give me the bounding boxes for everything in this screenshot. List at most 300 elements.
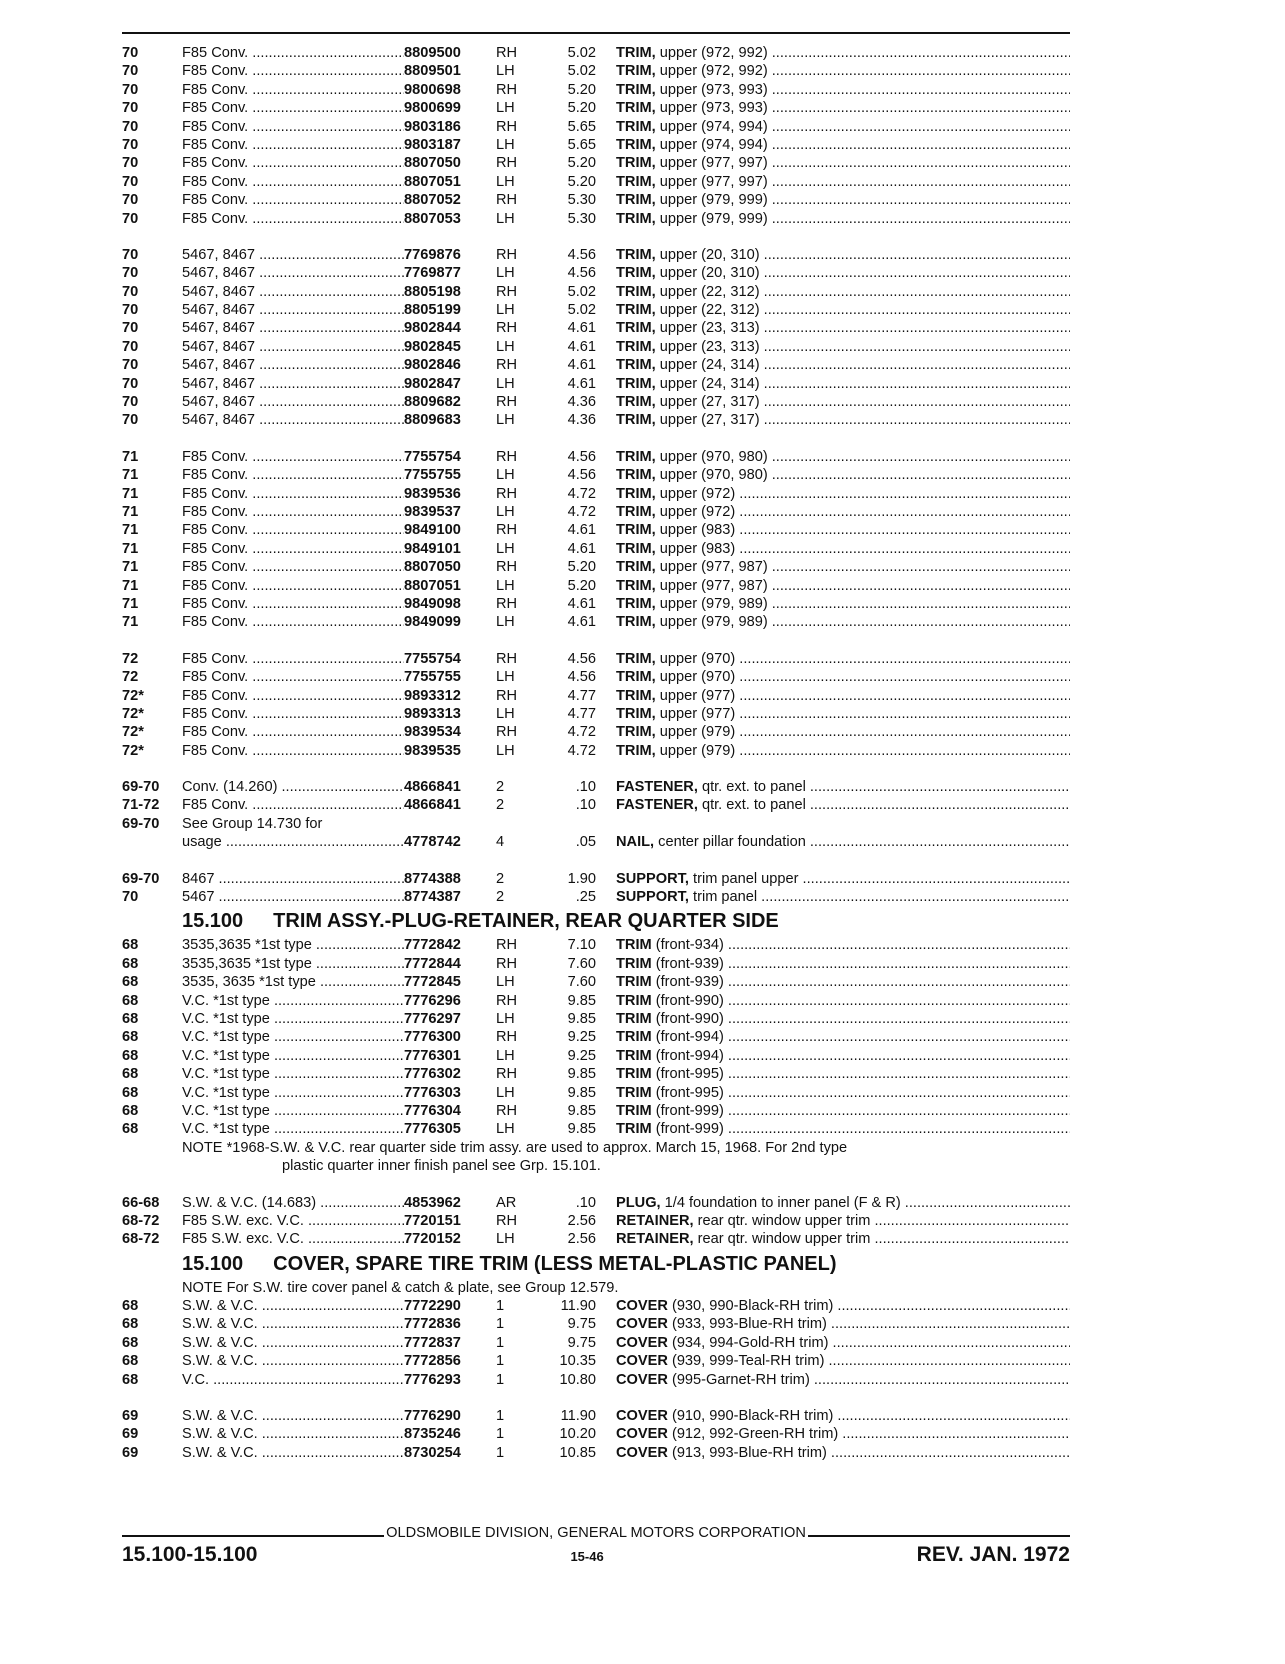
description-head: TRIM, bbox=[616, 100, 656, 117]
description-text: upper (974, 994) bbox=[655, 118, 768, 135]
quantity-cell: RH bbox=[496, 1029, 518, 1046]
year-cell: 68 bbox=[122, 937, 139, 954]
description-text: (910, 990-Black-RH trim) bbox=[667, 1408, 834, 1425]
table-row bbox=[122, 154, 1070, 172]
quantity-cell bbox=[496, 815, 536, 833]
year-cell: 69-70 bbox=[122, 779, 160, 796]
table-row bbox=[122, 1407, 1070, 1425]
description-cell bbox=[616, 558, 1070, 576]
table-row bbox=[122, 1444, 1070, 1462]
part-number-cell: 7776301 bbox=[404, 1047, 461, 1064]
price-cell: 2.56 bbox=[567, 1231, 596, 1248]
model-cell: S.W. & V.C. ..... bbox=[182, 1444, 404, 1462]
quantity-cell: LH bbox=[496, 375, 515, 392]
description-cell bbox=[616, 210, 1070, 228]
description-head: TRIM, bbox=[616, 412, 656, 429]
year-cell: 69 bbox=[122, 1426, 139, 1443]
price-cell: 4.61 bbox=[567, 320, 596, 337]
price-cell: 9.85 bbox=[567, 1010, 596, 1027]
description-text: upper (983) bbox=[655, 540, 736, 557]
description-text: upper (970, 980) bbox=[655, 448, 768, 465]
quantity-cell: LH bbox=[496, 614, 515, 631]
quantity-cell: RH bbox=[496, 155, 518, 172]
model-cell: F85 Conv. ..... bbox=[182, 613, 404, 631]
description-cell bbox=[616, 1212, 1070, 1230]
section-number: 15.100 bbox=[182, 910, 244, 933]
quantity-cell: RH bbox=[496, 1066, 518, 1083]
part-number-cell: 8807052 bbox=[404, 192, 461, 209]
description-cell bbox=[616, 1120, 1070, 1138]
model-cell: F85 Conv. ..... bbox=[182, 191, 404, 209]
description-text: upper (972) bbox=[655, 503, 736, 520]
price-cell: .10 bbox=[575, 797, 596, 814]
year-cell: 70 bbox=[122, 265, 139, 282]
table-row bbox=[122, 81, 1070, 99]
model-cell: 5467, 8467 ..... bbox=[182, 393, 404, 411]
description-text: upper (20, 310) bbox=[655, 246, 760, 263]
description-head: TRIM, bbox=[616, 522, 656, 539]
model-cell: F85 Conv. ..... bbox=[182, 577, 404, 595]
price-cell: 4.72 bbox=[567, 485, 596, 502]
part-number-cell: 8807053 bbox=[404, 210, 461, 227]
price-cell: 4.72 bbox=[567, 724, 596, 741]
model-cell: 3535,3635 *1st type ..... bbox=[182, 955, 404, 973]
part-number-cell: 4853962 bbox=[404, 1194, 461, 1211]
table-row bbox=[122, 1315, 1070, 1333]
description-text: upper (979, 989) bbox=[655, 595, 768, 612]
quantity-cell: 1 bbox=[496, 1408, 505, 1425]
description-text: (913, 993-Blue-RH trim) bbox=[667, 1444, 827, 1461]
model-cell: F85 Conv. ..... bbox=[182, 687, 404, 705]
model-cell: V.C. *1st type ..... bbox=[182, 1084, 404, 1102]
price-cell: 5.02 bbox=[567, 302, 596, 319]
part-number-cell: 8730254 bbox=[404, 1444, 461, 1461]
description-cell bbox=[616, 301, 1070, 319]
quantity-cell: RH bbox=[496, 937, 518, 954]
description-text: (front-994) bbox=[651, 1029, 724, 1046]
model-cell: S.W. & V.C. ..... bbox=[182, 1297, 404, 1315]
note-line-2: plastic quarter inner finish panel see Grp. 15.101. bbox=[282, 1158, 601, 1175]
description-text: upper (977, 997) bbox=[655, 173, 768, 190]
part-number-cell: 7776297 bbox=[404, 1010, 461, 1027]
model-cell: S.W. & V.C. ..... bbox=[182, 1352, 404, 1370]
year-cell: 71 bbox=[122, 448, 139, 465]
parts-block bbox=[122, 870, 1070, 907]
price-cell: 4.56 bbox=[567, 650, 596, 667]
top-rule bbox=[122, 32, 1070, 34]
part-number-cell bbox=[404, 815, 496, 833]
part-number-cell: 7772837 bbox=[404, 1334, 461, 1351]
table-row bbox=[122, 448, 1070, 466]
price-cell: 9.25 bbox=[567, 1029, 596, 1046]
part-number-cell: 7772842 bbox=[404, 937, 461, 954]
description-cell bbox=[616, 613, 1070, 631]
year-cell: 71 bbox=[122, 467, 139, 484]
section-heading-trim-assy bbox=[122, 906, 1070, 936]
model-cell: F85 Conv. ..... bbox=[182, 62, 404, 80]
table-row bbox=[122, 136, 1070, 154]
table-row bbox=[122, 338, 1070, 356]
part-number-cell: 7772845 bbox=[404, 974, 461, 991]
year-cell: 70 bbox=[122, 375, 139, 392]
price-cell: 5.02 bbox=[567, 45, 596, 61]
table-row bbox=[122, 1010, 1070, 1028]
table-row bbox=[122, 99, 1070, 117]
year-cell: 70 bbox=[122, 246, 139, 263]
description-text: upper (970) bbox=[655, 650, 736, 667]
model-cell: F85 Conv. ..... bbox=[182, 503, 404, 521]
part-number-cell: 9802845 bbox=[404, 338, 461, 355]
quantity-cell: RH bbox=[496, 320, 518, 337]
description-text: upper (979, 999) bbox=[655, 192, 768, 209]
description-head: TRIM, bbox=[616, 724, 656, 741]
table-row bbox=[122, 650, 1070, 668]
part-number-cell: 8809501 bbox=[404, 63, 461, 80]
table-row bbox=[122, 485, 1070, 503]
description-head: TRIM, bbox=[616, 210, 656, 227]
model-cell: V.C. *1st type ..... bbox=[182, 1047, 404, 1065]
table-row bbox=[122, 1371, 1070, 1389]
price-cell: .05 bbox=[575, 834, 596, 851]
table-row bbox=[122, 319, 1070, 337]
description-head: TRIM, bbox=[616, 448, 656, 465]
part-number-cell: 7755754 bbox=[404, 448, 461, 465]
description-head: TRIM, bbox=[616, 173, 656, 190]
table-row bbox=[122, 558, 1070, 576]
description-head: FASTENER, bbox=[616, 797, 698, 814]
table-row bbox=[122, 1334, 1070, 1352]
description-text: upper (977, 987) bbox=[655, 577, 768, 594]
group-range: 15.100-15.100 bbox=[122, 1543, 258, 1566]
part-number-cell: 9802846 bbox=[404, 357, 461, 374]
model-cell: 5467, 8467 ..... bbox=[182, 319, 404, 337]
part-number-cell: 8809683 bbox=[404, 412, 461, 429]
year-cell: 70 bbox=[122, 320, 139, 337]
description-cell bbox=[616, 1047, 1070, 1065]
quantity-cell: RH bbox=[496, 394, 518, 411]
price-cell: 4.77 bbox=[567, 687, 596, 704]
footer-rule-right bbox=[808, 1535, 1070, 1537]
quantity-cell: LH bbox=[496, 210, 515, 227]
quantity-cell: RH bbox=[496, 687, 518, 704]
description-head: SUPPORT, bbox=[616, 889, 689, 906]
spacer bbox=[122, 1389, 1070, 1407]
model-cell: F85 Conv. ..... bbox=[182, 485, 404, 503]
part-number-cell: 7772836 bbox=[404, 1316, 461, 1333]
description-text: rear qtr. window upper trim bbox=[693, 1231, 871, 1248]
parts-block bbox=[122, 246, 1070, 430]
part-number-cell: 7755755 bbox=[404, 467, 461, 484]
model-cell: 5467, 8467 ..... bbox=[182, 375, 404, 393]
parts-list-upper bbox=[122, 44, 1070, 906]
table-row bbox=[122, 191, 1070, 209]
table-row bbox=[122, 1102, 1070, 1120]
quantity-cell: LH bbox=[496, 1231, 515, 1248]
part-number-cell: 4866841 bbox=[404, 779, 461, 796]
part-number-cell: 8807051 bbox=[404, 173, 461, 190]
price-cell: 5.20 bbox=[567, 155, 596, 172]
model-cell: 5467 ..... bbox=[182, 888, 404, 906]
table-row bbox=[122, 668, 1070, 686]
table-row bbox=[122, 44, 1070, 62]
year-cell: 71 bbox=[122, 540, 139, 557]
price-cell: 9.75 bbox=[567, 1334, 596, 1351]
description-cell bbox=[616, 319, 1070, 337]
quantity-cell: 1 bbox=[496, 1444, 505, 1461]
table-row bbox=[122, 173, 1070, 191]
part-number-cell: 7776304 bbox=[404, 1102, 461, 1119]
quantity-cell: 1 bbox=[496, 1298, 505, 1315]
year-cell: 70 bbox=[122, 394, 139, 411]
description-text: (front-990) bbox=[651, 992, 724, 1009]
year-cell: 71-72 bbox=[122, 797, 160, 814]
description-head: COVER bbox=[616, 1408, 668, 1425]
table-row bbox=[122, 577, 1070, 595]
parts-block bbox=[122, 778, 1070, 852]
description-cell bbox=[616, 1194, 1070, 1212]
year-cell: 72* bbox=[122, 705, 144, 722]
price-cell: 5.30 bbox=[567, 210, 596, 227]
table-row bbox=[122, 936, 1070, 954]
price-cell: 10.20 bbox=[559, 1426, 596, 1443]
year-cell: 68 bbox=[122, 1066, 139, 1083]
description-cell bbox=[616, 62, 1070, 80]
description-text: upper (970) bbox=[655, 669, 736, 686]
parts-block bbox=[122, 650, 1070, 760]
quantity-cell: RH bbox=[496, 724, 518, 741]
description-head: SUPPORT, bbox=[616, 870, 689, 887]
description-cell bbox=[616, 393, 1070, 411]
description-text: upper (979, 989) bbox=[655, 614, 768, 631]
description-head: TRIM, bbox=[616, 687, 656, 704]
quantity-cell: RH bbox=[496, 118, 518, 135]
year-cell: 68 bbox=[122, 1334, 139, 1351]
price-cell: 5.20 bbox=[567, 577, 596, 594]
part-number-cell: 9803187 bbox=[404, 136, 461, 153]
year-cell: 68 bbox=[122, 1029, 139, 1046]
part-number-cell: 9849099 bbox=[404, 614, 461, 631]
note-line-1: NOTE *1968-S.W. & V.C. rear quarter side trim assy. are used to approx. March 15, 1968. For 2nd type bbox=[182, 1139, 848, 1156]
part-number-cell: 7776300 bbox=[404, 1029, 461, 1046]
part-number-cell: 9849100 bbox=[404, 522, 461, 539]
description-text: upper (27, 317) bbox=[655, 412, 760, 429]
table-row bbox=[122, 1028, 1070, 1046]
model-cell: F85 Conv. ..... bbox=[182, 99, 404, 117]
part-number-cell: 7755755 bbox=[404, 669, 461, 686]
description-head: TRIM, bbox=[616, 265, 656, 282]
description-text: upper (27, 317) bbox=[655, 394, 760, 411]
year-cell: 70 bbox=[122, 100, 139, 117]
price-cell: 5.02 bbox=[567, 63, 596, 80]
description-text: upper (972, 992) bbox=[655, 45, 768, 61]
quantity-cell: RH bbox=[496, 955, 518, 972]
description-text: (939, 999-Teal-RH trim) bbox=[667, 1353, 825, 1370]
description-head: PLUG, bbox=[616, 1194, 661, 1211]
description-text: upper (20, 310) bbox=[655, 265, 760, 282]
part-number-cell: 9839537 bbox=[404, 503, 461, 520]
year-cell: 68-72 bbox=[122, 1231, 160, 1248]
description-text: upper (977, 997) bbox=[655, 155, 768, 172]
description-head: TRIM, bbox=[616, 375, 656, 392]
model-cell: 8467 ..... bbox=[182, 870, 404, 888]
part-number-cell: 9839536 bbox=[404, 485, 461, 502]
part-number-cell: 9800699 bbox=[404, 100, 461, 117]
description-head: TRIM, bbox=[616, 503, 656, 520]
model-cell: 5467, 8467 ..... bbox=[182, 338, 404, 356]
quantity-cell: LH bbox=[496, 173, 515, 190]
table-row bbox=[122, 1047, 1070, 1065]
price-cell: 4.36 bbox=[567, 394, 596, 411]
year-cell: 68 bbox=[122, 974, 139, 991]
model-cell: S.W. & V.C. ..... bbox=[182, 1407, 404, 1425]
description-head: TRIM, bbox=[616, 283, 656, 300]
quantity-cell: RH bbox=[496, 192, 518, 209]
year-cell: 68 bbox=[122, 955, 139, 972]
quantity-cell: 1 bbox=[496, 1334, 505, 1351]
quantity-cell: LH bbox=[496, 412, 515, 429]
quantity-cell: LH bbox=[496, 100, 515, 117]
description-head: TRIM bbox=[616, 1029, 652, 1046]
table-row bbox=[122, 723, 1070, 741]
description-text: upper (24, 314) bbox=[655, 375, 760, 392]
spacer bbox=[122, 852, 1070, 870]
year-cell: 70 bbox=[122, 889, 139, 906]
description-cell bbox=[616, 540, 1070, 558]
table-row bbox=[122, 705, 1070, 723]
description-head: FASTENER, bbox=[616, 779, 698, 796]
description-text: (front-999) bbox=[651, 1102, 724, 1119]
quantity-cell: LH bbox=[496, 577, 515, 594]
table-row bbox=[122, 833, 1070, 851]
description-head: TRIM, bbox=[616, 357, 656, 374]
description-head: COVER bbox=[616, 1353, 668, 1370]
price-cell: 11.90 bbox=[560, 1408, 596, 1425]
quantity-cell: LH bbox=[496, 540, 515, 557]
quantity-cell: 2 bbox=[496, 889, 505, 906]
description-cell bbox=[616, 1028, 1070, 1046]
quantity-cell: LH bbox=[496, 467, 515, 484]
year-cell: 66-68 bbox=[122, 1194, 160, 1211]
year-cell: 71 bbox=[122, 522, 139, 539]
quantity-cell: LH bbox=[496, 974, 515, 991]
description-cell bbox=[616, 833, 1070, 851]
description-head: TRIM, bbox=[616, 742, 656, 759]
price-cell: 7.60 bbox=[567, 974, 596, 991]
year-cell: 69-70 bbox=[122, 870, 160, 887]
price-cell: .10 bbox=[575, 779, 596, 796]
table-row bbox=[122, 613, 1070, 631]
part-number-cell: 8735246 bbox=[404, 1426, 461, 1443]
description-cell bbox=[616, 796, 1070, 814]
year-cell: 69 bbox=[122, 1408, 139, 1425]
description-cell bbox=[616, 191, 1070, 209]
year-cell bbox=[122, 833, 182, 851]
note-tire-cover: NOTE For S.W. tire cover panel & catch & plate, see Group 12.579. bbox=[182, 1279, 619, 1296]
description-head: TRIM, bbox=[616, 467, 656, 484]
table-row bbox=[122, 687, 1070, 705]
description-cell bbox=[616, 1407, 1070, 1425]
quantity-cell: LH bbox=[496, 705, 515, 722]
table-row bbox=[122, 1084, 1070, 1102]
model-cell: F85 Conv. ..... bbox=[182, 705, 404, 723]
model-cell: F85 Conv. ..... bbox=[182, 723, 404, 741]
quantity-cell: RH bbox=[496, 559, 518, 576]
model-cell: V.C. ..... bbox=[182, 1371, 404, 1389]
part-number-cell: 9839535 bbox=[404, 742, 461, 759]
model-cell: F85 Conv. ..... bbox=[182, 136, 404, 154]
price-cell: 5.20 bbox=[567, 100, 596, 117]
description-cell bbox=[616, 283, 1070, 301]
description-text: (front-939) bbox=[651, 955, 724, 972]
description-head: TRIM, bbox=[616, 302, 656, 319]
spacer bbox=[122, 632, 1070, 650]
description-text: upper (977) bbox=[655, 705, 736, 722]
model-cell: 5467, 8467 ..... bbox=[182, 411, 404, 429]
description-head: TRIM, bbox=[616, 63, 656, 80]
description-cell bbox=[616, 1352, 1070, 1370]
parts-list-trim-assy bbox=[122, 936, 1070, 1138]
model-cell: F85 Conv. ..... bbox=[182, 540, 404, 558]
model-cell: 5467, 8467 ..... bbox=[182, 283, 404, 301]
price-cell: 5.65 bbox=[567, 136, 596, 153]
description-text: trim panel bbox=[688, 889, 758, 906]
part-number-cell: 7776290 bbox=[404, 1408, 461, 1425]
price-cell: 4.77 bbox=[567, 705, 596, 722]
year-cell: 71 bbox=[122, 614, 139, 631]
description-head: TRIM, bbox=[616, 81, 656, 98]
description-text: upper (979) bbox=[655, 742, 736, 759]
description-head: TRIM bbox=[616, 937, 652, 954]
quantity-cell: RH bbox=[496, 283, 518, 300]
year-cell: 71 bbox=[122, 559, 139, 576]
part-number-cell: 7772290 bbox=[404, 1298, 461, 1315]
price-cell: 4.61 bbox=[567, 357, 596, 374]
description-head: RETAINER, bbox=[616, 1212, 694, 1229]
model-cell: S.W. & V.C. ..... bbox=[182, 1334, 404, 1352]
year-cell: 70 bbox=[122, 173, 139, 190]
part-number-cell: 7776302 bbox=[404, 1066, 461, 1083]
description-head: COVER bbox=[616, 1316, 668, 1333]
price-cell: .25 bbox=[575, 889, 596, 906]
description-cell bbox=[616, 356, 1070, 374]
price-cell: 4.61 bbox=[567, 595, 596, 612]
table-row bbox=[122, 796, 1070, 814]
year-cell: 72* bbox=[122, 687, 144, 704]
part-number-cell: 9803186 bbox=[404, 118, 461, 135]
description-text: upper (22, 312) bbox=[655, 283, 760, 300]
description-cell bbox=[616, 521, 1070, 539]
quantity-cell: RH bbox=[496, 357, 518, 374]
year-cell: 72* bbox=[122, 724, 144, 741]
part-number-cell: 8805198 bbox=[404, 283, 461, 300]
quantity-cell: LH bbox=[496, 1047, 515, 1064]
part-number-cell: 7776296 bbox=[404, 992, 461, 1009]
year-cell: 68 bbox=[122, 1316, 139, 1333]
description-head: TRIM, bbox=[616, 705, 656, 722]
parts-list-cover-69 bbox=[122, 1407, 1070, 1462]
part-number-cell: 7755754 bbox=[404, 650, 461, 667]
price-cell: 4.56 bbox=[567, 246, 596, 263]
parts-list-plug-retainer bbox=[122, 1194, 1070, 1249]
description-cell bbox=[616, 1065, 1070, 1083]
year-cell: 68 bbox=[122, 1084, 139, 1101]
table-row bbox=[122, 992, 1070, 1010]
description-head: TRIM, bbox=[616, 45, 656, 61]
description-text: upper (974, 994) bbox=[655, 136, 768, 153]
table-row bbox=[122, 815, 1070, 833]
price-cell: 4.56 bbox=[567, 669, 596, 686]
price-cell: 5.02 bbox=[567, 283, 596, 300]
